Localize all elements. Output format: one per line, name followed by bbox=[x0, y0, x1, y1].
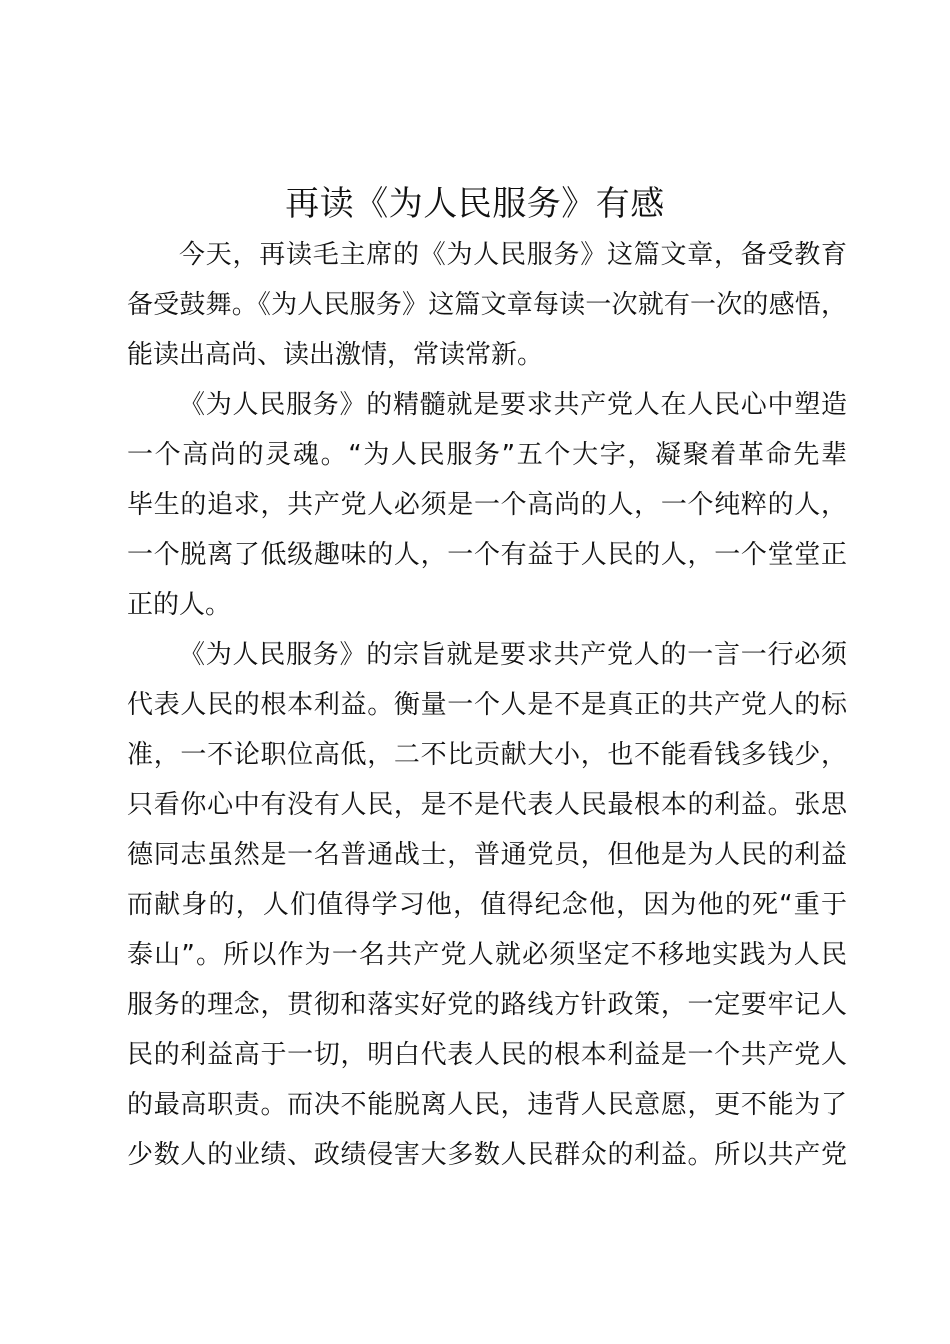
text-line: 《为人民服务》的精髓就是要求共产党人在人民心中塑造 bbox=[179, 390, 847, 420]
text-line: 德同志虽然是一名普通战士，普通党员，但他是为人民的利益 bbox=[127, 840, 847, 870]
text-line: 正的人。 bbox=[127, 590, 232, 620]
text-line: 《为人民服务》的宗旨就是要求共产党人的一言一行必须 bbox=[179, 640, 847, 670]
text-line: 准，一不论职位高低，二不比贡献大小，也不能看钱多钱少， bbox=[127, 740, 847, 770]
text-line: 只看你心中有没有人民，是不是代表人民最根本的利益。张思 bbox=[127, 790, 847, 820]
text-line: 民的利益高于一切，明白代表人民的根本利益是一个共产党人 bbox=[127, 1040, 847, 1070]
document-body bbox=[127, 230, 847, 1180]
text-line: 一个高尚的灵魂。“为人民服务”五个大字，凝聚着革命先辈 bbox=[127, 440, 847, 470]
text-line: 少数人的业绩、政绩侵害大多数人民群众的利益。所以共产党 bbox=[127, 1140, 847, 1170]
document-title: 再读《为人民服务》有感 bbox=[285, 184, 665, 224]
text-line: 而献身的，人们值得学习他，值得纪念他，因为他的死“重于 bbox=[127, 890, 847, 920]
text-line: 一个脱离了低级趣味的人，一个有益于人民的人，一个堂堂正 bbox=[127, 540, 847, 570]
text-line: 今天，再读毛主席的《为人民服务》这篇文章，备受教育 bbox=[179, 240, 847, 270]
text-line: 服务的理念，贯彻和落实好党的路线方针政策，一定要牢记人 bbox=[127, 990, 847, 1020]
text-line: 毕生的追求，共产党人必须是一个高尚的人，一个纯粹的人， bbox=[127, 490, 847, 520]
text-line: 的最高职责。而决不能脱离人民，违背人民意愿，更不能为了 bbox=[127, 1090, 847, 1120]
text-line: 代表人民的根本利益。衡量一个人是不是真正的共产党人的标 bbox=[127, 690, 847, 720]
text-line: 备受鼓舞。《为人民服务》这篇文章每读一次就有一次的感悟， bbox=[127, 290, 847, 320]
text-line: 泰山”。所以作为一名共产党人就必须坚定不移地实践为人民 bbox=[127, 940, 847, 970]
text-line: 能读出高尚、读出激情，常读常新。 bbox=[127, 340, 544, 370]
